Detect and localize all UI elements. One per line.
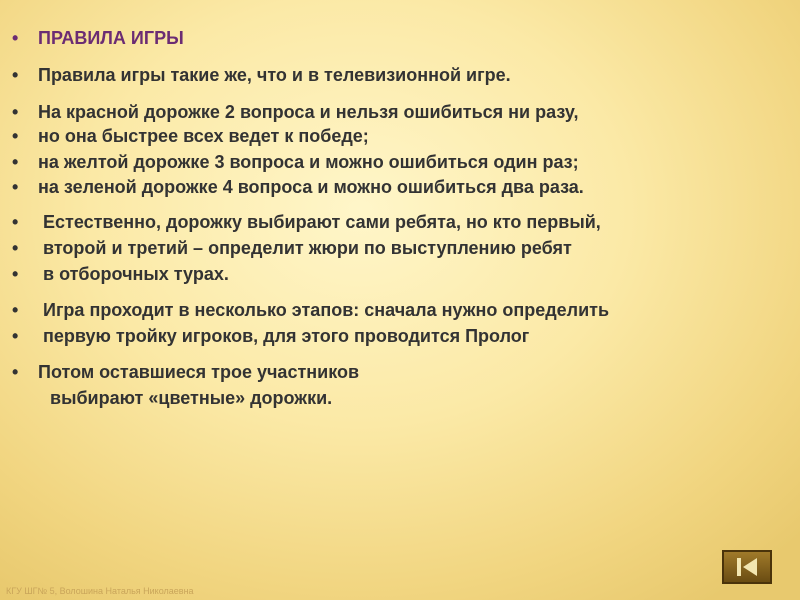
bullet-line [12,325,529,347]
bullet-line [12,263,229,285]
bullet-line [12,299,609,321]
bullet-line [12,125,369,147]
bullet: • [12,177,19,197]
bullet-text: Игра проходит в несколько этапов: сначала нужно определить [38,300,610,320]
bullet-line [12,237,572,259]
bullet-line [12,361,359,383]
slide-title-line [12,27,184,49]
bullet: • [12,28,19,48]
bullet: • [12,212,19,232]
skip-back-icon [724,552,770,582]
bullet-text: на желтой дорожке 3 вопроса и можно ошибиться один раз; [38,152,579,172]
bullet-line [12,64,511,86]
bullet: • [12,238,19,258]
bullet-text: но она быстрее всех ведет к победе; [38,126,369,146]
bullet: • [12,126,19,146]
first-slide-button[interactable] [722,550,772,584]
slide-title: ПРАВИЛА ИГРЫ [38,28,184,48]
bullet-line [12,151,579,173]
bullet: • [12,264,19,284]
bullet: • [12,65,19,85]
bullet-text: Потом оставшиеся трое участников [38,362,360,382]
bullet-text: в отборочных турах. [38,264,229,284]
bullet-line [12,101,579,123]
continuation-text: выбирают «цветные» дорожки. [50,388,333,408]
bullet: • [12,300,19,320]
bullet-line [12,176,584,198]
bullet-text: Естественно, дорожку выбирают сами ребята, но кто первый, [38,212,601,232]
bullet: • [12,102,19,122]
bullet: • [12,362,19,382]
continuation-line [12,387,332,409]
bullet-text: второй и третий – определит жюри по выступлению ребят [38,238,572,258]
bullet: • [12,152,19,172]
bullet-text: первую тройку игроков, для этого проводится Пролог [38,326,530,346]
bullet: • [12,326,19,346]
bullet-text: На красной дорожке 2 вопроса и нельзя ошибиться ни разу, [38,102,579,122]
bullet-text: на зеленой дорожке 4 вопроса и можно ошибиться два раза. [38,177,584,197]
footer-author: КГУ ШГ№ 5, Волошина Наталья Николаевна [6,586,194,596]
bullet-line [12,211,601,233]
bullet-text: Правила игры такие же, что и в телевизионной игре. [38,65,511,85]
